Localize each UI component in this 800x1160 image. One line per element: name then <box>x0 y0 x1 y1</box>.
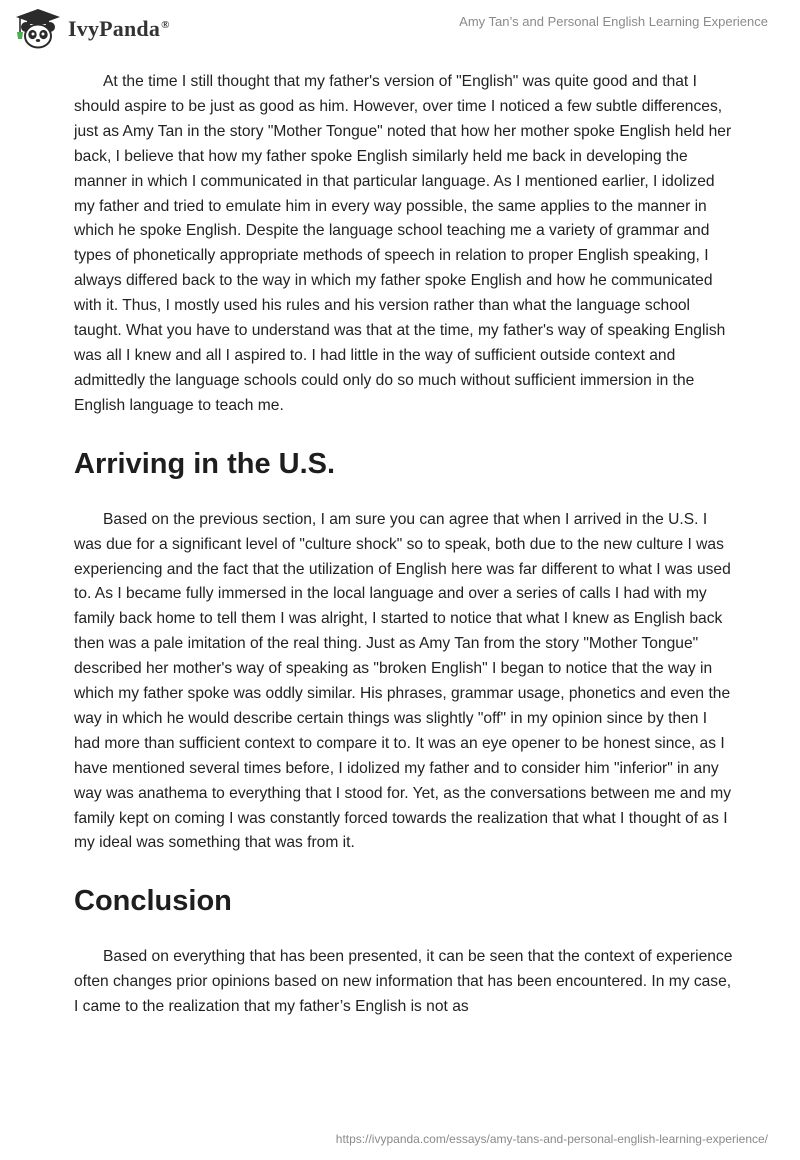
page-header <box>0 0 800 56</box>
source-url[interactable]: https://ivypanda.com/essays/amy-tans-and-personal-english-learning-experience/ <box>335 1132 768 1146</box>
document-title: Amy Tan’s and Personal English Learning Experience <box>459 14 768 29</box>
brand-name-text: IvyPanda <box>68 16 161 41</box>
brand-logo[interactable] <box>14 8 170 50</box>
paragraph-arriving: Based on the previous section, I am sure you can agree that when I arrived in the U.S. I was due for a significant level of "culture shock" so to speak, both due to the new culture I was experiencing and the fact that the utilization of English here was far different to what I was used to. As I became fully immersed in the local language and over a series of calls I had with my family back home to tell them I was alright, I started to notice that what I knew as English back then was a pale imitation of the real thing. Just as Amy Tan from the story "Mother Tongue" described her mother's way of speaking as "broken English" I began to notice that the way in which my father spoke was oddly similar. His phrases, grammar usage, phonetics and even the way in which he would describe certain things was slightly "off" in my opinion since by then I had more than sufficient context to compare it to. It was an eye opener to be honest since, as I have mentioned several times before, I idolized my father and to consider him "inferior" in any way was anathema to everything that I stood for. Yet, as the conversations between me and my family kept on coming I was constantly forced towards the realization that what I thought of as I my ideal was something that was from it. <box>74 510 732 852</box>
heading-conclusion: Conclusion <box>74 885 232 918</box>
essay-content <box>74 70 734 1020</box>
paragraph-intro: At the time I still thought that my father's version of "English" was quite good and that I should aspire to be just as good as him. However, over time I noticed a few subtle differences, just as Amy Tan in the story "Mother Tongue" noted that how her mother spoke English held her back, I believe that how my father spoke English similarly held me back in developing the manner in which I communicated in that particular language. As I mentioned earlier, I idolized my father and tried to emulate him in every way possible, the same applies to the manner in which he spoke English. Despite the language school teaching me a variety of grammar and types of phonetically appropriate methods of speech in relation to proper English speaking, I always differed back to the way in which my father spoke English and how he communicated with it. Thus, I mostly used his rules and his version rather than what the language school taught. What you have to understand was that at the time, my father's way of speaking English was all I knew and all I aspired to. I had little in the way of sufficient outside context and admittedly the language schools could only do so much without sufficient immersion in the English language to teach me. <box>74 73 732 414</box>
registered-mark: ® <box>161 18 170 31</box>
paragraph-conclusion: Based on everything that has been presented, it can be seen that the context of experience often changes prior opinions based on new information that has been encountered. In my case, I came to the realization that my father’s English is not as <box>74 948 733 1016</box>
brand-name <box>68 16 170 42</box>
panda-graduation-cap-icon <box>14 8 62 50</box>
heading-arriving: Arriving in the U.S. <box>74 447 336 480</box>
